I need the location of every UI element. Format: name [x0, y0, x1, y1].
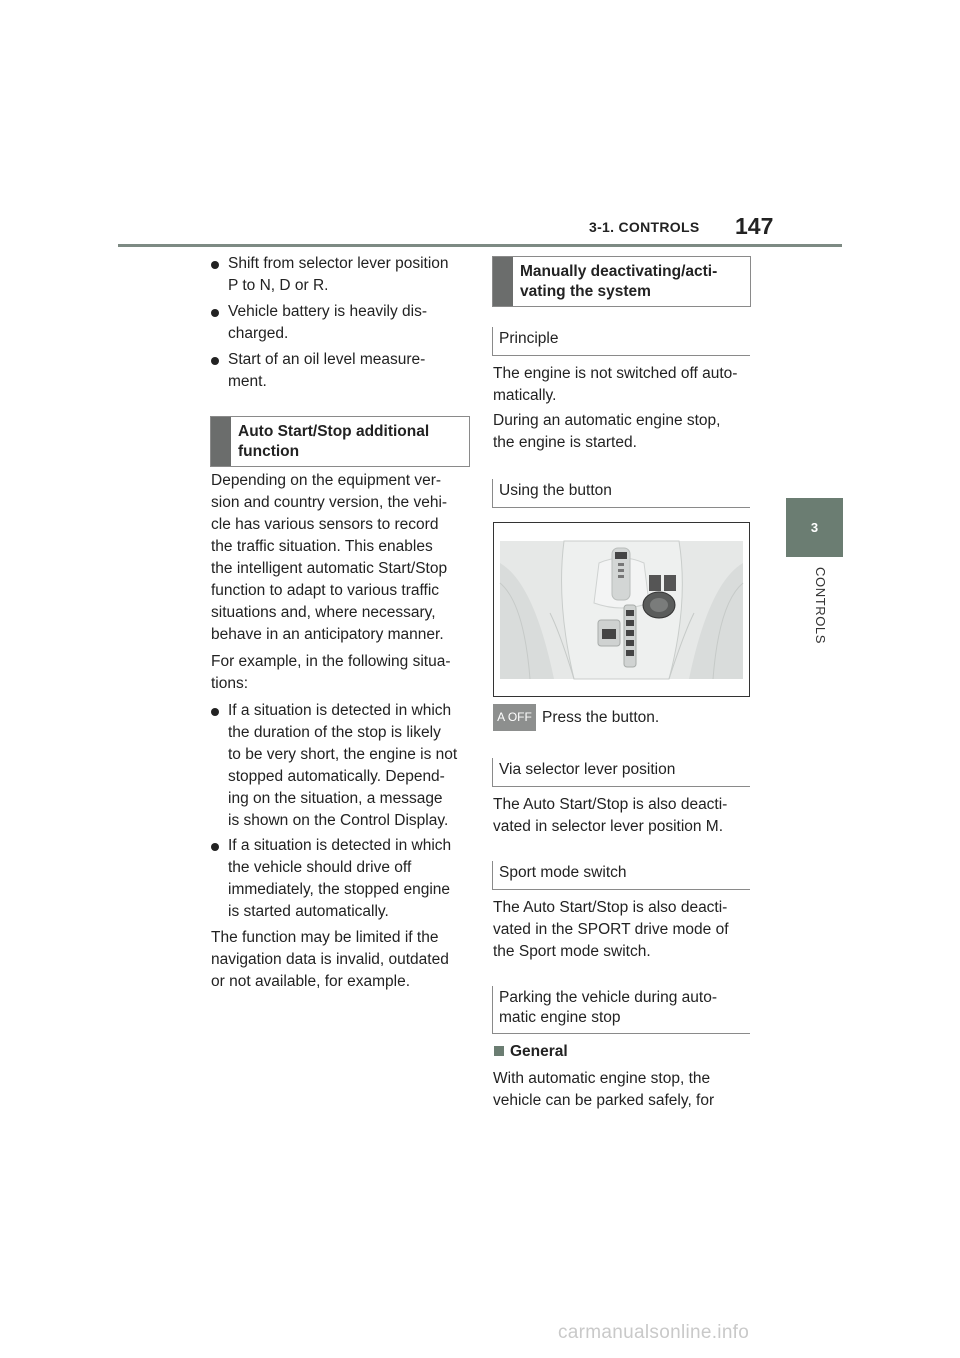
list-item-line: immediately, the stopped engine — [228, 881, 451, 898]
bullet-dot — [211, 708, 219, 716]
page-number: 147 — [735, 213, 774, 239]
auto-start-stop-button-icon: A OFF — [493, 704, 536, 731]
list-item-line: ment. — [228, 373, 267, 390]
text-line: vated in the SPORT drive mode of — [493, 921, 729, 938]
text-line: function to adapt to various traffic — [211, 582, 440, 599]
list-item-line: to be very short, the engine is not — [228, 746, 458, 763]
square-bullet-icon — [494, 1046, 504, 1056]
subheading — [492, 861, 750, 890]
heading-line: Auto Start/Stop additional — [238, 423, 430, 440]
chapter-label-text: CONTROLS — [813, 567, 828, 645]
subheading-label: Principle — [499, 330, 559, 347]
paragraph — [493, 794, 755, 838]
heading-bar — [493, 257, 513, 306]
heading-line: function — [238, 443, 300, 460]
subheading — [492, 479, 750, 508]
text-line: The Auto Start/Stop is also deacti- — [493, 899, 728, 916]
subheading-label: Via selector lever position — [499, 761, 676, 778]
chapter-tab: 3 — [786, 498, 843, 557]
paragraph — [493, 1068, 755, 1112]
list-item — [211, 700, 473, 832]
subheading-line: matic engine stop — [499, 1009, 621, 1026]
text-line: vehicle can be parked safely, for — [493, 1092, 715, 1109]
center-console-illustration — [493, 522, 750, 697]
chapter-label — [813, 567, 833, 677]
text-line: The function may be limited if the — [211, 929, 439, 946]
text-line: or not available, for example. — [211, 973, 411, 990]
list-item-line: If a situation is detected in which — [228, 702, 452, 719]
bullet-dot — [211, 843, 219, 851]
subheading-label: Sport mode switch — [499, 864, 627, 881]
subheading-line: Parking the vehicle during auto- — [499, 989, 717, 1006]
list-item-line: the vehicle should drive off — [228, 859, 412, 876]
list-item — [211, 301, 471, 345]
heading-bar — [211, 417, 231, 466]
general-heading: General — [510, 1043, 568, 1060]
text-line: vated in selector lever position M. — [493, 818, 724, 835]
text-line: the Sport mode switch. — [493, 943, 651, 960]
text-line: With automatic engine stop, the — [493, 1070, 711, 1087]
console-drawing — [494, 523, 749, 696]
text-line: navigation data is invalid, outdated — [211, 951, 449, 968]
text-line: the intelligent automatic Start/Stop — [211, 560, 448, 577]
paragraph — [493, 410, 755, 454]
text-line: tions: — [211, 675, 249, 692]
list-item — [211, 349, 471, 393]
bullet-dot — [211, 357, 219, 365]
subheading-label — [499, 988, 717, 1028]
list-item-line: stopped automatically. Depend- — [228, 768, 445, 785]
text-line: behave in an anticipatory manner. — [211, 626, 444, 643]
paragraph — [211, 470, 473, 646]
instruction-text: Press the button. — [542, 709, 660, 726]
text-line: For example, in the following situa- — [211, 653, 451, 670]
subheading — [492, 986, 750, 1034]
section-heading-box — [492, 256, 751, 307]
text-line: sion and country version, the vehi- — [211, 494, 448, 511]
text-line: During an automatic engine stop, — [493, 412, 721, 429]
text-line: cle has various sensors to record — [211, 516, 439, 533]
text-line: The engine is not switched off auto- — [493, 365, 738, 382]
paragraph — [211, 651, 473, 695]
list-item — [211, 835, 473, 923]
paragraph — [211, 927, 473, 993]
watermark: carmanualsonline.info — [558, 1322, 750, 1343]
list-item-line: Shift from selector lever position — [228, 255, 449, 272]
text-line: The Auto Start/Stop is also deacti- — [493, 796, 728, 813]
list-item-line: is shown on the Control Display. — [228, 812, 449, 829]
subheading-label: Using the button — [499, 482, 612, 499]
list-item-line: ing on the situation, a message — [228, 790, 443, 807]
paragraph — [493, 363, 755, 407]
paragraph — [493, 897, 755, 963]
subheading — [492, 327, 750, 356]
list-item-line: If a situation is detected in which — [228, 837, 452, 854]
heading-line: Manually deactivating/acti- — [520, 263, 718, 280]
section-heading-box — [210, 416, 470, 467]
header-rule — [118, 244, 842, 247]
list-item-line: the duration of the stop is likely — [228, 724, 441, 741]
text-line: the engine is started. — [493, 434, 637, 451]
text-line: Depending on the equipment ver- — [211, 472, 442, 489]
text-line: matically. — [493, 387, 557, 404]
list-item-line: P to N, D or R. — [228, 277, 329, 294]
text-line: the traffic situation. This enables — [211, 538, 433, 555]
bullet-dot — [211, 309, 219, 317]
list-item-line: charged. — [228, 325, 289, 342]
heading-line: vating the system — [520, 283, 651, 300]
list-item-line: Vehicle battery is heavily dis- — [228, 303, 428, 320]
list-item-line: Start of an oil level measure- — [228, 351, 426, 368]
section-title: 3-1. CONTROLS — [589, 219, 700, 235]
list-item-line: is started automatically. — [228, 903, 389, 920]
bullet-dot — [211, 261, 219, 269]
list-item — [211, 253, 471, 297]
text-line: situations and, where necessary, — [211, 604, 436, 621]
subheading — [492, 758, 750, 787]
